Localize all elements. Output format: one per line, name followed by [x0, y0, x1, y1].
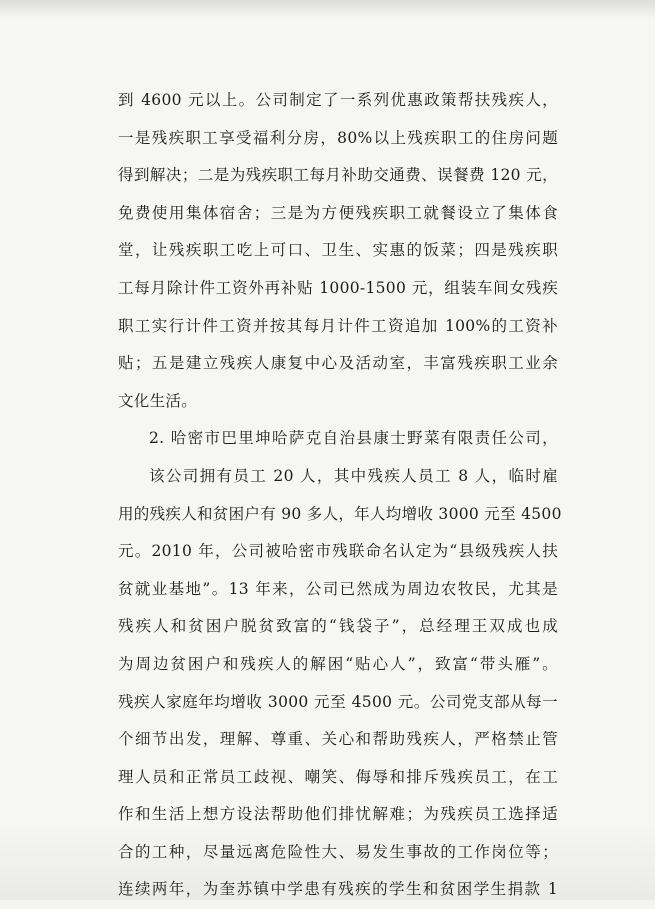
- text-line: 残疾人和贫困户脱贫致富的“钱袋子”，总经理王双成也成: [118, 617, 558, 636]
- text-line: 贫就业基地”。13 年来，公司已然成为周边农牧民，尤其是: [118, 579, 558, 598]
- text-line: 作和生活上想方设法帮助他们排忧解难；为残疾员工选择适: [118, 805, 558, 824]
- text-line: 到 4600 元以上。公司制定了一系列优惠政策帮扶残疾人，: [118, 91, 558, 109]
- text-line: 理人员和正常员工歧视、嘲笑、侮辱和排斥残疾员工，在工: [118, 767, 558, 786]
- document-body-text: [118, 82, 562, 909]
- text-line: 个细节出发，理解、尊重、关心和帮助残疾人，严格禁止管: [118, 730, 558, 749]
- text-line: 文化生活。: [118, 391, 198, 410]
- text-line: 2. 哈密市巴里坤哈萨克自治县康士野菜有限责任公司，: [149, 429, 558, 448]
- text-line: 一是残疾职工享受福利分房，80%以上残疾职工的住房问题: [118, 128, 558, 147]
- text-line: 贴；五是建立残疾人康复中心及活动室，丰富残疾职工业余: [118, 354, 558, 373]
- text-line: 该公司拥有员工 20 人，其中残疾人员工 8 人，临时雇: [149, 466, 558, 485]
- text-line: 为周边贫困户和残疾人的解困“贴心人”，致富“带头雁”。: [118, 654, 558, 673]
- text-line: 用的残疾人和贫困户有 90 多人，年人均增收 3000 元至 4500: [118, 504, 562, 523]
- text-line: 连续两年，为奎苏镇中学患有残疾的学生和贫困学生捐款 1: [118, 880, 558, 899]
- text-line: 得到解决；二是为残疾职工每月补助交通费、误餐费 120 元，: [118, 166, 558, 185]
- text-line: 职工实行计件工资并按其每月计件工资追加 100%的工资补: [118, 316, 558, 335]
- text-line: 元。2010 年，公司被哈密市残联命名认定为“县级残疾人扶: [118, 542, 558, 561]
- text-line: 残疾人家庭年均增收 3000 元至 4500 元。公司党支部从每一: [118, 692, 558, 711]
- text-line: 免费使用集体宿舍；三是为方便残疾职工就餐设立了集体食: [118, 203, 558, 222]
- text-line: 合的工种，尽量远离危险性大、易发生事故的工作岗位等；: [118, 842, 558, 861]
- text-line: 工每月除计件工资外再补贴 1000-1500 元，组装车间女残疾: [118, 278, 558, 297]
- scan-shadow-top: [0, 0, 655, 18]
- text-line: 堂，让残疾职工吃上可口、卫生、实惠的饭菜；四是残疾职: [118, 241, 558, 260]
